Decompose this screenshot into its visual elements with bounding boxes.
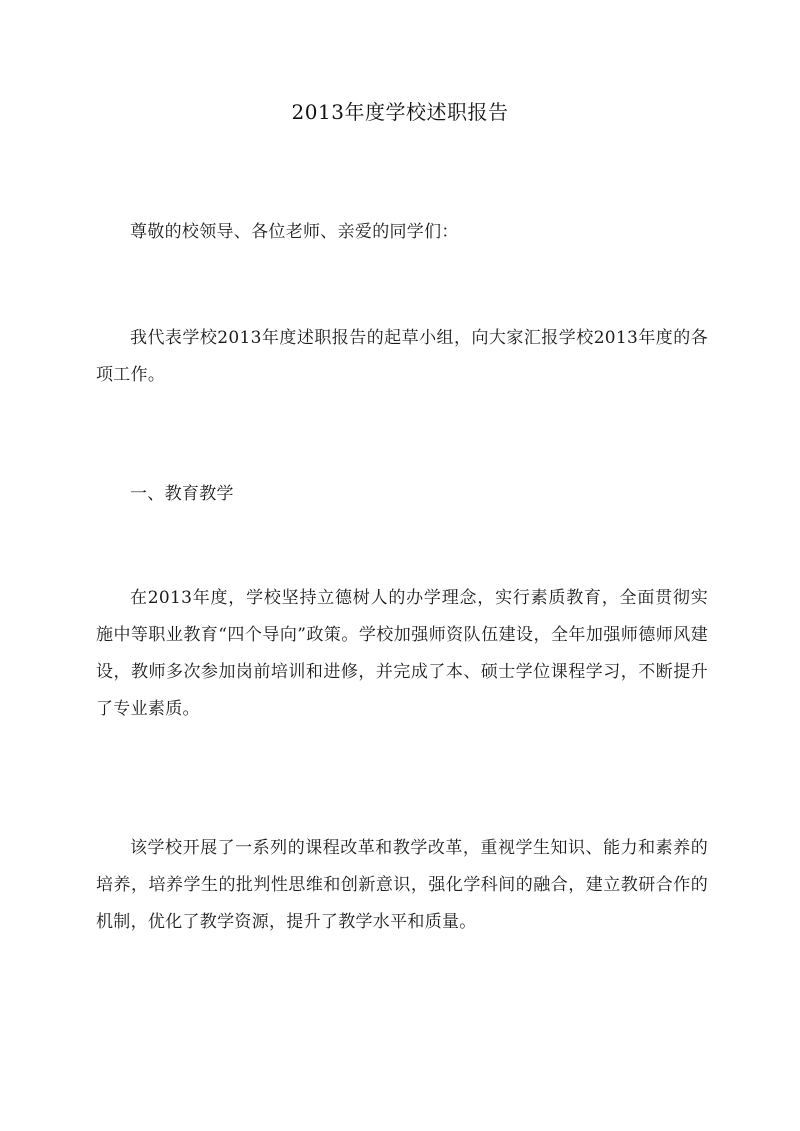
document-title: 2013年度学校述职报告 xyxy=(291,100,509,124)
intro-paragraph: 我代表学校2013年度述职报告的起草小组，向大家汇报学校2013年度的各项工作。 xyxy=(96,328,708,385)
body-paragraph: 该学校开展了一系列的课程改革和教学改革，重视学生知识、能力和素养的培养，培养学生的批判性思维和创新意识，强化学科间的融合，建立教研合作的机制，优化了教学资源，提升了教学水平和质量。 xyxy=(96,838,708,932)
salutation-paragraph: 尊敬的校领导、各位老师、亲爱的同学们： xyxy=(130,222,459,242)
body-paragraph: 在2013年度，学校坚持立德树人的办学理念，实行素质教育，全面贯彻实施中等职业教育“四个导向”政策。学校加强师资队伍建设，全年加强师德师风建设，教师多次参加岗前培训和进修，并完成了本、硕士学位课程学习，不断提升了专业素质。 xyxy=(96,588,708,719)
section-heading-education: 一、教育教学 xyxy=(130,484,234,504)
